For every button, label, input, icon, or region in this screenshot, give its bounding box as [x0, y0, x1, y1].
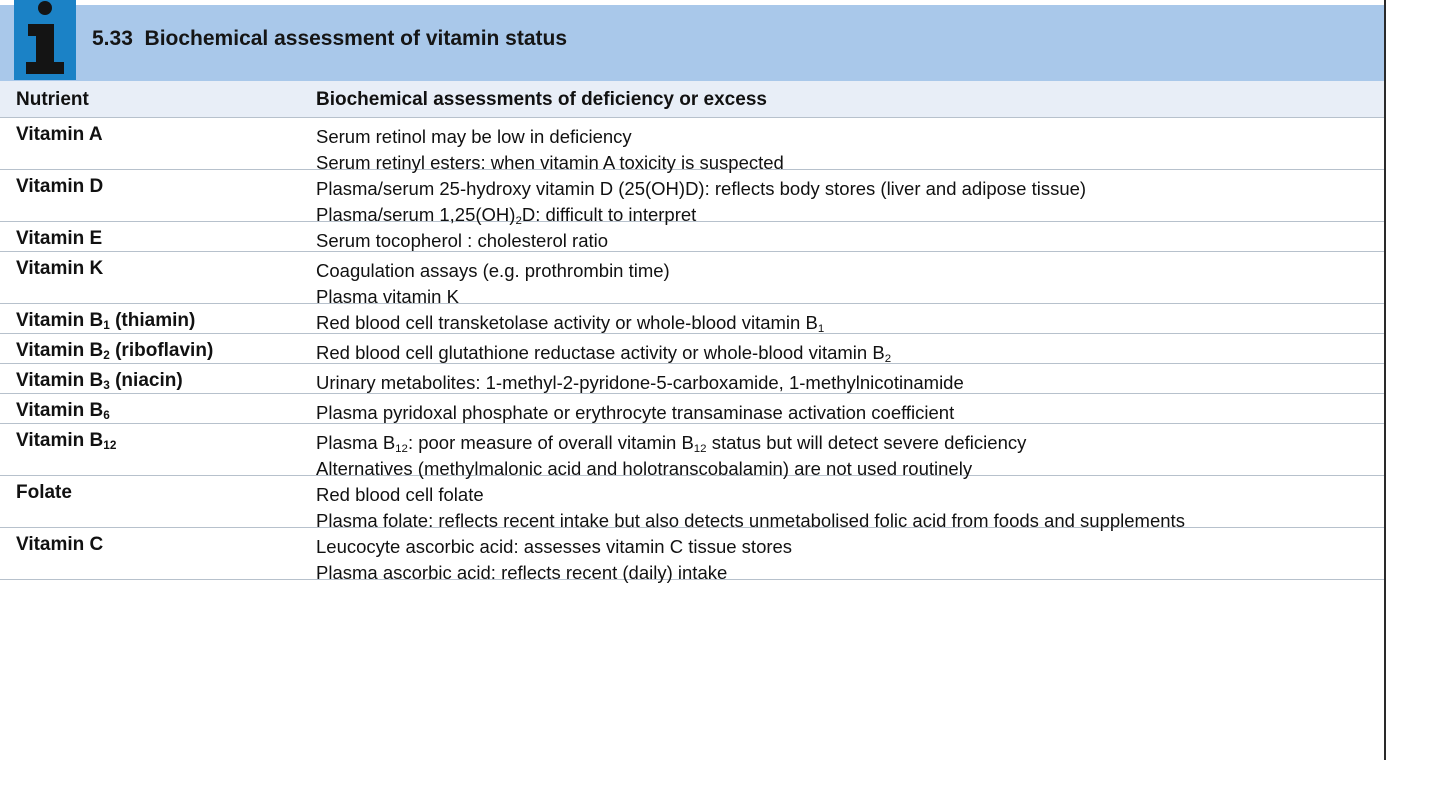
assessment-cell — [316, 340, 891, 366]
nutrient-cell — [16, 482, 72, 504]
assessment-text: Plasma/serum 25-hydroxy vitamin D (25(OH)D): reflects body stores (liver and adipose tissue) — [316, 178, 1087, 199]
assessment-cell — [316, 124, 784, 176]
assessment-text: : poor measure of overall vitamin B — [407, 432, 694, 453]
assessment-line — [316, 310, 824, 336]
assessment-text: Plasma folate: reflects recent intake but also detects unmetabolised folic acid from foods and supplements — [316, 510, 1185, 531]
nutrient-cell — [16, 124, 103, 146]
nutrient-suffix: (thiamin) — [109, 310, 196, 331]
assessment-cell — [316, 228, 608, 254]
nutrient-name: Vitamin A — [16, 124, 103, 145]
nutrient-subscript: 2 — [103, 348, 110, 362]
nutrient-name: Vitamin C — [16, 534, 104, 555]
table-row — [0, 252, 1384, 307]
table-row — [0, 394, 1384, 424]
nutrient-cell — [16, 400, 110, 422]
assessment-line — [316, 400, 954, 426]
assessment-text: Red blood cell transketolase activity or whole-blood vitamin B — [316, 312, 818, 333]
assessment-line — [316, 340, 891, 366]
assessment-line — [316, 534, 792, 560]
table-row — [0, 170, 1384, 227]
assessment-text: Plasma pyridoxal phosphate or erythrocyte transaminase activation coefficient — [316, 402, 955, 423]
assessment-text: Serum retinyl esters: when vitamin A toxicity is suspected — [316, 152, 784, 173]
assessment-text: Leucocyte ascorbic acid: assesses vitamin C tissue stores — [316, 536, 793, 557]
info-icon — [14, 0, 76, 80]
nutrient-suffix: (niacin) — [109, 370, 183, 391]
assessment-text: Serum tocopherol : cholesterol ratio — [316, 230, 609, 251]
header-assessments: Biochemical assessments of deficiency or excess — [316, 89, 767, 110]
nutrient-subscript: 6 — [103, 408, 110, 422]
assessment-text: Plasma vitamin K — [316, 286, 459, 307]
assessment-line — [316, 370, 964, 396]
nutrient-cell — [16, 370, 183, 392]
nutrient-cell — [16, 340, 213, 362]
nutrient-suffix: (riboflavin) — [109, 340, 214, 361]
table-row — [0, 476, 1384, 531]
table-row — [0, 304, 1384, 334]
table-row — [0, 222, 1384, 252]
nutrient-subscript: 12 — [103, 438, 117, 452]
assessment-cell — [316, 482, 1185, 534]
assessment-text: Serum retinol may be low in deficiency — [316, 126, 632, 147]
nutrient-name: Vitamin E — [16, 228, 103, 249]
assessment-text: Plasma/serum 1,25(OH) — [316, 204, 516, 225]
table-row — [0, 118, 1384, 173]
assessment-line — [316, 482, 1185, 508]
assessment-text: Red blood cell folate — [316, 484, 484, 505]
assessment-cell — [316, 258, 670, 310]
assessment-text: Coagulation assays (e.g. prothrombin time) — [316, 260, 670, 281]
nutrient-name: Folate — [16, 482, 72, 503]
assessment-subscript: 12 — [693, 442, 707, 455]
box-number: 5.33 — [92, 27, 133, 50]
nutrient-name: Vitamin D — [16, 176, 104, 197]
nutrient-name: Vitamin B — [16, 400, 104, 421]
assessment-text: Red blood cell glutathione reductase activity or whole-blood vitamin B — [316, 342, 885, 363]
nutrient-name: Vitamin K — [16, 258, 104, 279]
assessment-cell — [316, 400, 954, 426]
table-header-row — [0, 81, 1384, 118]
nutrient-cell — [16, 176, 103, 198]
assessment-subscript: 2 — [884, 352, 892, 365]
assessment-cell — [316, 430, 1026, 482]
table-row — [0, 424, 1384, 479]
assessment-subscript: 2 — [515, 214, 522, 227]
nutrient-name: Vitamin B — [16, 370, 104, 391]
assessment-text: D: difficult to interpret — [521, 204, 697, 225]
assessment-subscript: 1 — [817, 322, 825, 335]
nutrient-cell — [16, 228, 102, 250]
assessment-line — [316, 258, 670, 284]
assessment-text: Urinary metabolites: 1-methyl-2-pyridone-5-carboxamide, 1-methylnicotinamide — [316, 372, 964, 393]
assessment-line — [316, 430, 1026, 456]
table-row — [0, 528, 1384, 583]
assessment-line — [316, 176, 1086, 202]
box-title-text: Biochemical assessment of vitamin status — [144, 27, 568, 50]
assessment-cell — [316, 534, 792, 586]
assessment-line — [316, 228, 608, 254]
nutrient-cell — [16, 310, 195, 332]
nutrient-cell — [16, 430, 116, 452]
table-row — [0, 334, 1384, 364]
assessment-cell — [316, 176, 1086, 228]
assessment-text: Alternatives (methylmalonic acid and holotranscobalamin) are not used routinely — [316, 458, 973, 479]
box-title — [92, 27, 567, 51]
assessment-line — [316, 124, 784, 150]
assessment-text: status but will detect severe deficiency — [706, 432, 1027, 453]
nutrient-cell — [16, 534, 103, 556]
assessment-cell — [316, 310, 824, 336]
header-nutrient: Nutrient — [16, 89, 89, 110]
assessment-text: Plasma B — [316, 432, 396, 453]
nutrient-name: Vitamin B — [16, 340, 104, 361]
nutrient-subscript: 3 — [103, 378, 110, 392]
assessment-line — [316, 560, 792, 586]
assessment-subscript: 12 — [395, 442, 408, 455]
nutrient-cell — [16, 258, 103, 280]
assessment-cell — [316, 370, 964, 396]
nutrient-name: Vitamin B — [16, 310, 104, 331]
nutrient-name: Vitamin B — [16, 430, 104, 451]
table-row — [0, 364, 1384, 394]
assessment-text: Plasma ascorbic acid: reflects recent (daily) intake — [316, 562, 728, 583]
nutrient-subscript: 1 — [103, 318, 110, 332]
